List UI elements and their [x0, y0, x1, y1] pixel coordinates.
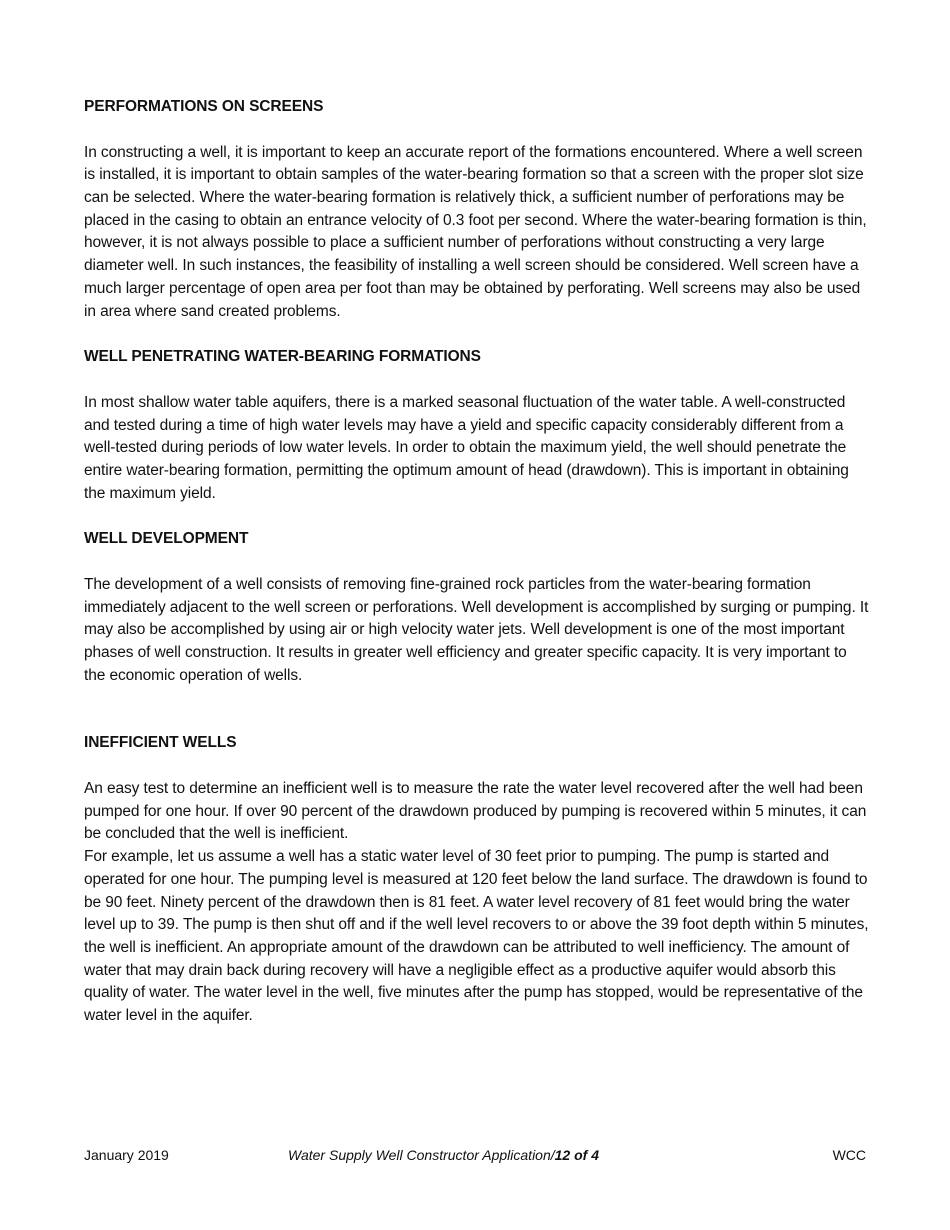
footer-document-title	[288, 1145, 599, 1165]
section-heading-performations: PERFORMATIONS ON SCREENS	[84, 98, 324, 115]
document-body	[84, 96, 870, 1028]
section-paragraph-well-development: The development of a well consists of removing fine-grained rock particles from the water-bearing formation immediately adjacent to the well screen or perforations. Well development is accomplished by surging or pumping. It may also be accomplished by using air or high velocity water jets. Well development is one of the most important phases of well construction. It results in greater well efficiency and greater specific capacity. It is very important to the economic operation of wells.	[84, 575, 869, 684]
section-heading-inefficient-wells: INEFFICIENT WELLS	[84, 734, 237, 752]
page-footer	[84, 1145, 866, 1165]
section-paragraph-inefficient-wells-2: For example, let us assume a well has a static water level of 30 feet prior to pumping. The pump is started and operated for one hour. The pumping level is measured at 120 feet below the land surface. The drawdown is found to be 90 feet. Ninety percent of the drawdown then is 81 feet. A water level recovery of 81 feet would bring the water level up to 39. The pump is then shut off and if the well level recovers to or above the 39 foot depth within 5 minutes, the well is inefficient. An appropriate amount of the drawdown can be attributed to well inefficiency. The amount of water that may drain back during recovery will have a negligible effect as a productive aquifer would absorb this quality of water. The water level in the well, five minutes after the pump has stopped, would be representative of the water level in the aquifer.	[84, 848, 869, 1025]
footer-title-text: Water Supply Well Constructor Application/	[288, 1147, 555, 1163]
footer-organization: WCC	[832, 1147, 866, 1163]
footer-page-number: 12 of 4	[554, 1147, 599, 1163]
section-paragraph-performations: In constructing a well, it is important to keep an accurate report of the formations encountered. Where a well screen is installed, it is important to obtain samples of the water-bearing formation so that a screen with the proper slot size can be selected. Where the water-bearing formation is relatively thick, a sufficient number of perforations may be placed in the casing to obtain an entrance velocity of 0.3 foot per second. Where the water-bearing formation is thin, however, it is not always possible to place a sufficient number of perforations without constructing a very large diameter well. In such instances, the feasibility of installing a well screen should be considered. Well screen have a much larger percentage of open area per foot than may be obtained by perforating. Well screens may also be used in area where sand created problems.	[84, 143, 867, 320]
section-heading-well-penetrating: WELL PENETRATING WATER-BEARING FORMATIONS	[84, 348, 481, 366]
footer-date: January 2019	[84, 1147, 169, 1163]
section-heading-well-development: WELL DEVELOPMENT	[84, 530, 249, 548]
section-paragraph-inefficient-wells-1: An easy test to determine an inefficient well is to measure the rate the water level recovered after the well had been pumped for one hour. If over 90 percent of the drawdown produced by pumping is recovered within 5 minutes, it can be concluded that the well is inefficient.	[84, 780, 867, 843]
section-paragraph-well-penetrating: In most shallow water table aquifers, there is a marked seasonal fluctuation of the water table. A well-constructed and tested during a time of high water levels may have a yield and specific capacity considerably different from a well-tested during periods of low water levels. In order to obtain the maximum yield, the well should penetrate the entire water-bearing formation, permitting the optimum amount of head (drawdown). This is important in obtaining the maximum yield.	[84, 393, 849, 502]
